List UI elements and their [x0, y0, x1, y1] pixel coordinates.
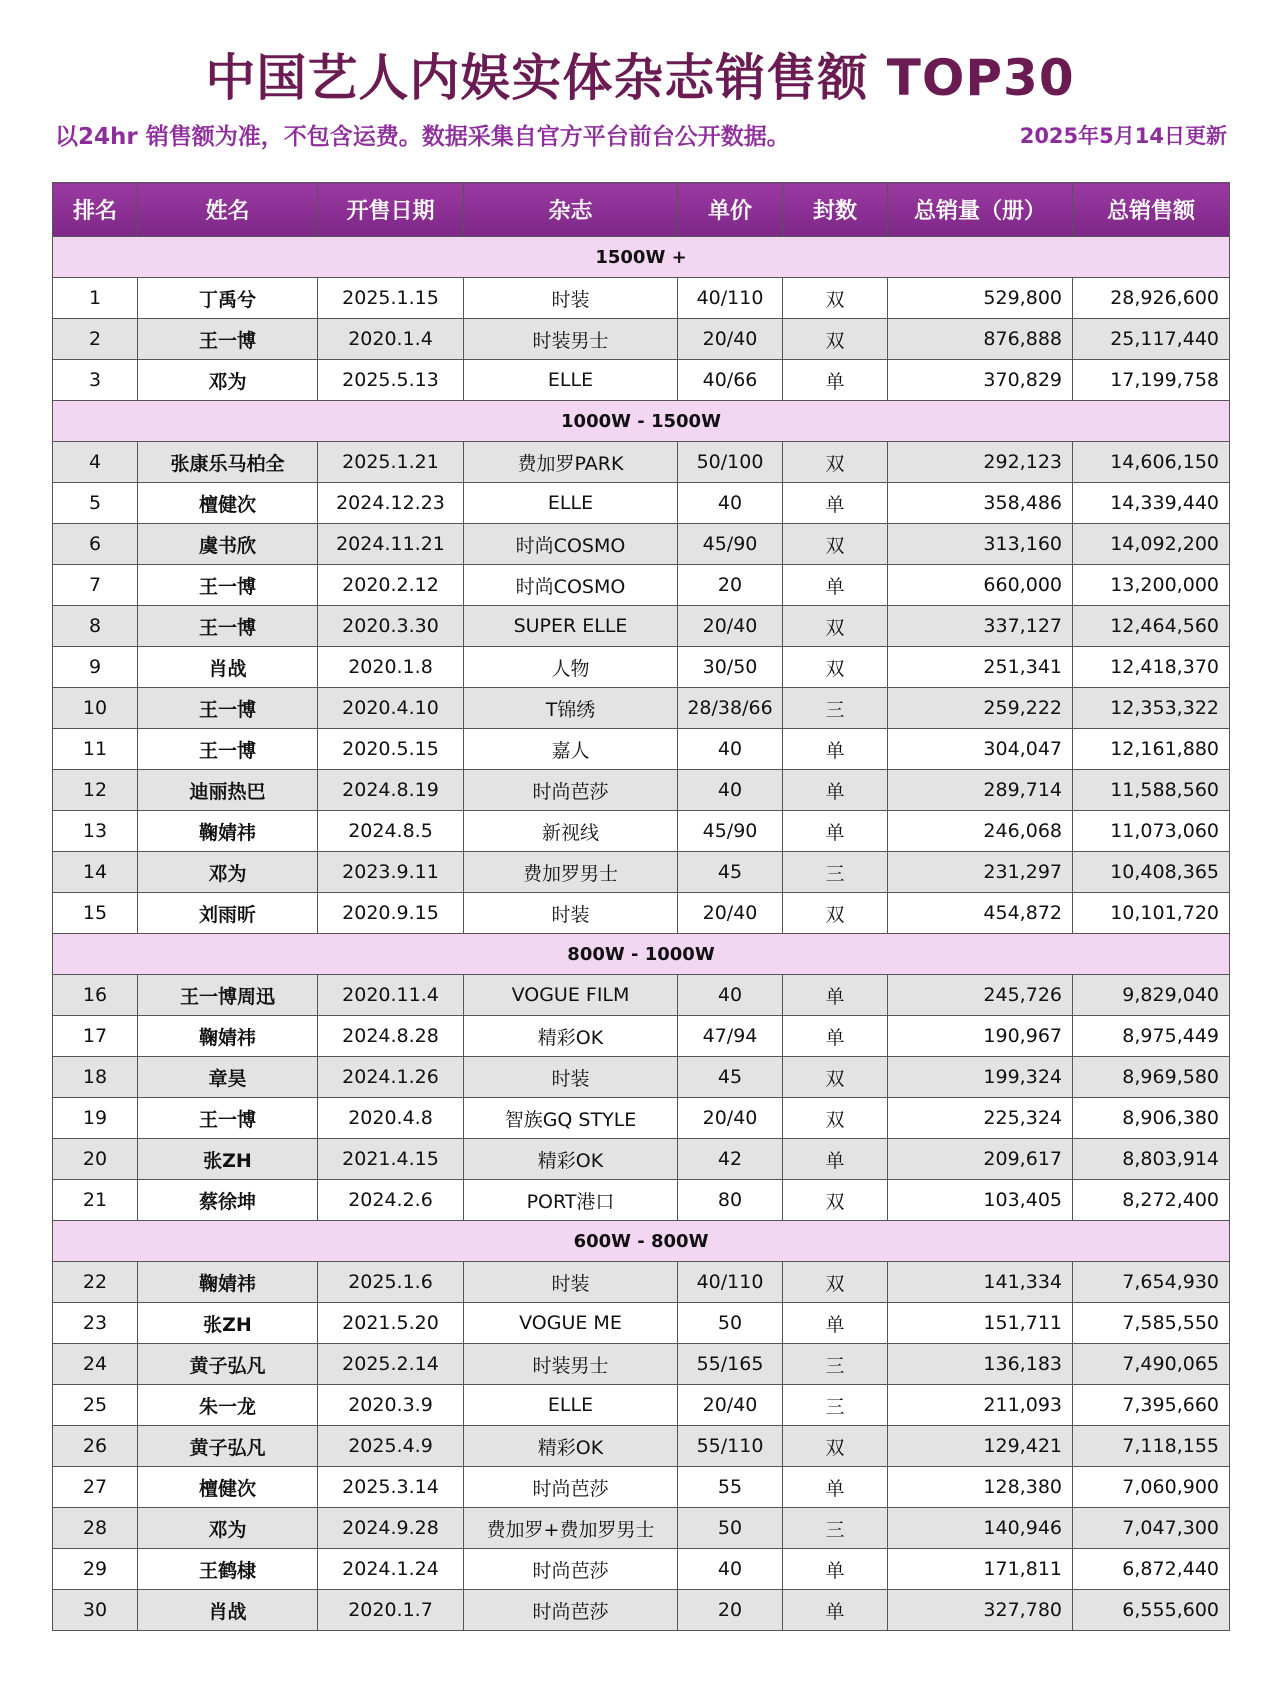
- rank-cell: 14: [53, 852, 138, 893]
- rank-cell: 11: [53, 729, 138, 770]
- revenue-cell: 7,490,065: [1073, 1344, 1230, 1385]
- table-row: [53, 360, 1230, 401]
- table-row: [53, 483, 1230, 524]
- date-cell: 2025.4.9: [318, 1426, 464, 1467]
- rank-cell: 29: [53, 1549, 138, 1590]
- price-cell: 40/66: [678, 360, 783, 401]
- price-cell: 40: [678, 729, 783, 770]
- price-cell: 50: [678, 1303, 783, 1344]
- volume-cell: 128,380: [888, 1467, 1073, 1508]
- date-cell: 2025.2.14: [318, 1344, 464, 1385]
- covers-cell: 单: [783, 1016, 888, 1057]
- volume-cell: 292,123: [888, 442, 1073, 483]
- col-date: 开售日期: [318, 183, 464, 237]
- name-cell: 迪丽热巴: [138, 770, 318, 811]
- revenue-cell: 12,464,560: [1073, 606, 1230, 647]
- page-title: 中国艺人内娱实体杂志销售额 TOP30: [205, 49, 1075, 107]
- magazine-cell: 时尚芭莎: [464, 1549, 678, 1590]
- name-cell: 邓为: [138, 1508, 318, 1549]
- revenue-cell: 12,161,880: [1073, 729, 1230, 770]
- volume-cell: 140,946: [888, 1508, 1073, 1549]
- group-header-row: [53, 1221, 1230, 1262]
- price-cell: 55: [678, 1467, 783, 1508]
- table-row: [53, 1016, 1230, 1057]
- price-cell: 40: [678, 770, 783, 811]
- table-row: [53, 524, 1230, 565]
- revenue-cell: 7,585,550: [1073, 1303, 1230, 1344]
- covers-cell: 三: [783, 1385, 888, 1426]
- magazine-cell: ELLE: [464, 483, 678, 524]
- col-volume: 总销量（册）: [888, 183, 1073, 237]
- table-row: [53, 1262, 1230, 1303]
- volume-cell: 251,341: [888, 647, 1073, 688]
- price-cell: 40/110: [678, 1262, 783, 1303]
- rank-cell: 8: [53, 606, 138, 647]
- date-cell: 2020.3.30: [318, 606, 464, 647]
- price-cell: 45/90: [678, 811, 783, 852]
- magazine-cell: 精彩OK: [464, 1139, 678, 1180]
- covers-cell: 单: [783, 360, 888, 401]
- table-row: [53, 1385, 1230, 1426]
- group-label: 600W - 800W: [53, 1221, 1230, 1262]
- revenue-cell: 14,339,440: [1073, 483, 1230, 524]
- volume-cell: 190,967: [888, 1016, 1073, 1057]
- date-cell: 2024.1.24: [318, 1549, 464, 1590]
- magazine-cell: 费加罗PARK: [464, 442, 678, 483]
- table-body: [53, 237, 1230, 1631]
- volume-cell: 246,068: [888, 811, 1073, 852]
- table-row: [53, 1303, 1230, 1344]
- magazine-cell: 时尚COSMO: [464, 524, 678, 565]
- magazine-cell: 时装: [464, 278, 678, 319]
- magazine-cell: PORT港口: [464, 1180, 678, 1221]
- date-cell: 2025.1.21: [318, 442, 464, 483]
- revenue-cell: 8,906,380: [1073, 1098, 1230, 1139]
- table-row: [53, 1549, 1230, 1590]
- price-cell: 20/40: [678, 1385, 783, 1426]
- table-row: [53, 647, 1230, 688]
- revenue-cell: 13,200,000: [1073, 565, 1230, 606]
- update-date: 2025年5月14日更新: [1019, 124, 1227, 148]
- magazine-cell: ELLE: [464, 1385, 678, 1426]
- covers-cell: 单: [783, 811, 888, 852]
- table-row: [53, 1098, 1230, 1139]
- volume-cell: 327,780: [888, 1590, 1073, 1631]
- volume-cell: 876,888: [888, 319, 1073, 360]
- name-cell: 章昊: [138, 1057, 318, 1098]
- volume-cell: 209,617: [888, 1139, 1073, 1180]
- name-cell: 王一博: [138, 1098, 318, 1139]
- covers-cell: 双: [783, 893, 888, 934]
- rank-cell: 27: [53, 1467, 138, 1508]
- table-row: [53, 770, 1230, 811]
- rank-cell: 4: [53, 442, 138, 483]
- revenue-cell: 8,969,580: [1073, 1057, 1230, 1098]
- covers-cell: 双: [783, 442, 888, 483]
- magazine-cell: VOGUE FILM: [464, 975, 678, 1016]
- magazine-cell: 费加罗+费加罗男士: [464, 1508, 678, 1549]
- price-cell: 50: [678, 1508, 783, 1549]
- table-row: [53, 606, 1230, 647]
- date-cell: 2024.8.5: [318, 811, 464, 852]
- volume-cell: 136,183: [888, 1344, 1073, 1385]
- magazine-cell: 时装: [464, 1057, 678, 1098]
- covers-cell: 单: [783, 729, 888, 770]
- col-name: 姓名: [138, 183, 318, 237]
- name-cell: 王一博: [138, 606, 318, 647]
- revenue-cell: 7,395,660: [1073, 1385, 1230, 1426]
- price-cell: 45: [678, 1057, 783, 1098]
- covers-cell: 双: [783, 606, 888, 647]
- covers-cell: 单: [783, 1590, 888, 1631]
- magazine-cell: SUPER ELLE: [464, 606, 678, 647]
- magazine-cell: 时装: [464, 893, 678, 934]
- rank-cell: 22: [53, 1262, 138, 1303]
- date-cell: 2025.5.13: [318, 360, 464, 401]
- table-row: [53, 1467, 1230, 1508]
- name-cell: 王鹤棣: [138, 1549, 318, 1590]
- name-cell: 王一博: [138, 319, 318, 360]
- rank-cell: 15: [53, 893, 138, 934]
- price-cell: 28/38/66: [678, 688, 783, 729]
- volume-cell: 211,093: [888, 1385, 1073, 1426]
- magazine-cell: 嘉人: [464, 729, 678, 770]
- price-cell: 20: [678, 1590, 783, 1631]
- revenue-cell: 8,975,449: [1073, 1016, 1230, 1057]
- name-cell: 虞书欣: [138, 524, 318, 565]
- name-cell: 王一博: [138, 729, 318, 770]
- revenue-cell: 6,555,600: [1073, 1590, 1230, 1631]
- table-row: [53, 1426, 1230, 1467]
- volume-cell: 225,324: [888, 1098, 1073, 1139]
- revenue-cell: 8,272,400: [1073, 1180, 1230, 1221]
- date-cell: 2024.9.28: [318, 1508, 464, 1549]
- rank-cell: 2: [53, 319, 138, 360]
- covers-cell: 单: [783, 565, 888, 606]
- name-cell: 王一博周迅: [138, 975, 318, 1016]
- rank-cell: 25: [53, 1385, 138, 1426]
- covers-cell: 三: [783, 1508, 888, 1549]
- price-cell: 40/110: [678, 278, 783, 319]
- price-cell: 40: [678, 483, 783, 524]
- table-row: [53, 1590, 1230, 1631]
- name-cell: 黄子弘凡: [138, 1426, 318, 1467]
- name-cell: 檀健次: [138, 1467, 318, 1508]
- name-cell: 张ZH: [138, 1139, 318, 1180]
- table-row: [53, 1057, 1230, 1098]
- table-row: [53, 975, 1230, 1016]
- revenue-cell: 6,872,440: [1073, 1549, 1230, 1590]
- date-cell: 2020.1.7: [318, 1590, 464, 1631]
- rank-cell: 12: [53, 770, 138, 811]
- table-row: [53, 852, 1230, 893]
- rank-cell: 7: [53, 565, 138, 606]
- magazine-cell: 时尚芭莎: [464, 770, 678, 811]
- covers-cell: 双: [783, 278, 888, 319]
- rank-cell: 6: [53, 524, 138, 565]
- revenue-cell: 14,092,200: [1073, 524, 1230, 565]
- volume-cell: 313,160: [888, 524, 1073, 565]
- magazine-cell: 时装男士: [464, 1344, 678, 1385]
- table-row: [53, 1139, 1230, 1180]
- magazine-cell: VOGUE ME: [464, 1303, 678, 1344]
- price-cell: 20/40: [678, 1098, 783, 1139]
- revenue-cell: 28,926,600: [1073, 278, 1230, 319]
- covers-cell: 三: [783, 852, 888, 893]
- rank-cell: 10: [53, 688, 138, 729]
- date-cell: 2020.9.15: [318, 893, 464, 934]
- magazine-cell: T锦绣: [464, 688, 678, 729]
- covers-cell: 双: [783, 524, 888, 565]
- price-cell: 47/94: [678, 1016, 783, 1057]
- volume-cell: 529,800: [888, 278, 1073, 319]
- covers-cell: 三: [783, 1344, 888, 1385]
- magazine-cell: 人物: [464, 647, 678, 688]
- magazine-cell: 精彩OK: [464, 1016, 678, 1057]
- volume-cell: 660,000: [888, 565, 1073, 606]
- date-cell: 2020.3.9: [318, 1385, 464, 1426]
- price-cell: 20/40: [678, 893, 783, 934]
- price-cell: 55/110: [678, 1426, 783, 1467]
- volume-cell: 231,297: [888, 852, 1073, 893]
- volume-cell: 199,324: [888, 1057, 1073, 1098]
- name-cell: 黄子弘凡: [138, 1344, 318, 1385]
- covers-cell: 单: [783, 975, 888, 1016]
- covers-cell: 双: [783, 1180, 888, 1221]
- covers-cell: 单: [783, 1467, 888, 1508]
- group-header-row: [53, 237, 1230, 278]
- rank-cell: 30: [53, 1590, 138, 1631]
- volume-cell: 259,222: [888, 688, 1073, 729]
- magazine-cell: 时尚芭莎: [464, 1467, 678, 1508]
- date-cell: 2020.4.8: [318, 1098, 464, 1139]
- volume-cell: 337,127: [888, 606, 1073, 647]
- date-cell: 2024.2.6: [318, 1180, 464, 1221]
- magazine-cell: 精彩OK: [464, 1426, 678, 1467]
- magazine-cell: 智族GQ STYLE: [464, 1098, 678, 1139]
- rank-cell: 23: [53, 1303, 138, 1344]
- rank-cell: 28: [53, 1508, 138, 1549]
- price-cell: 20/40: [678, 319, 783, 360]
- rank-cell: 3: [53, 360, 138, 401]
- covers-cell: 双: [783, 1057, 888, 1098]
- revenue-cell: 10,101,720: [1073, 893, 1230, 934]
- price-cell: 42: [678, 1139, 783, 1180]
- name-cell: 蔡徐坤: [138, 1180, 318, 1221]
- revenue-cell: 7,047,300: [1073, 1508, 1230, 1549]
- magazine-cell: 时尚芭莎: [464, 1590, 678, 1631]
- covers-cell: 双: [783, 319, 888, 360]
- volume-cell: 289,714: [888, 770, 1073, 811]
- table-row: [53, 1344, 1230, 1385]
- volume-cell: 103,405: [888, 1180, 1073, 1221]
- price-cell: 45: [678, 852, 783, 893]
- name-cell: 张ZH: [138, 1303, 318, 1344]
- price-cell: 80: [678, 1180, 783, 1221]
- name-cell: 鞠婧祎: [138, 1262, 318, 1303]
- rank-cell: 1: [53, 278, 138, 319]
- covers-cell: 单: [783, 1139, 888, 1180]
- magazine-cell: 新视线: [464, 811, 678, 852]
- volume-cell: 370,829: [888, 360, 1073, 401]
- price-cell: 30/50: [678, 647, 783, 688]
- price-cell: 45/90: [678, 524, 783, 565]
- date-cell: 2024.11.21: [318, 524, 464, 565]
- volume-cell: 129,421: [888, 1426, 1073, 1467]
- date-cell: 2025.3.14: [318, 1467, 464, 1508]
- volume-cell: 358,486: [888, 483, 1073, 524]
- covers-cell: 双: [783, 1262, 888, 1303]
- price-cell: 20: [678, 565, 783, 606]
- table-row: [53, 278, 1230, 319]
- table-row: [53, 1180, 1230, 1221]
- table-row: [53, 442, 1230, 483]
- table-row: [53, 688, 1230, 729]
- revenue-cell: 12,418,370: [1073, 647, 1230, 688]
- name-cell: 鞠婧祎: [138, 811, 318, 852]
- price-cell: 20/40: [678, 606, 783, 647]
- name-cell: 张康乐马柏全: [138, 442, 318, 483]
- revenue-cell: 11,073,060: [1073, 811, 1230, 852]
- col-covers: 封数: [783, 183, 888, 237]
- name-cell: 丁禹兮: [138, 278, 318, 319]
- rank-cell: 13: [53, 811, 138, 852]
- date-cell: 2024.8.28: [318, 1016, 464, 1057]
- revenue-cell: 10,408,365: [1073, 852, 1230, 893]
- revenue-cell: 11,588,560: [1073, 770, 1230, 811]
- magazine-cell: 时装: [464, 1262, 678, 1303]
- name-cell: 邓为: [138, 360, 318, 401]
- date-cell: 2024.1.26: [318, 1057, 464, 1098]
- rank-cell: 24: [53, 1344, 138, 1385]
- price-cell: 50/100: [678, 442, 783, 483]
- magazine-cell: ELLE: [464, 360, 678, 401]
- covers-cell: 双: [783, 1426, 888, 1467]
- table-row: [53, 811, 1230, 852]
- name-cell: 邓为: [138, 852, 318, 893]
- revenue-cell: 17,199,758: [1073, 360, 1230, 401]
- rank-cell: 20: [53, 1139, 138, 1180]
- name-cell: 刘雨昕: [138, 893, 318, 934]
- volume-cell: 151,711: [888, 1303, 1073, 1344]
- revenue-cell: 12,353,322: [1073, 688, 1230, 729]
- date-cell: 2023.9.11: [318, 852, 464, 893]
- table-row: [53, 319, 1230, 360]
- volume-cell: 171,811: [888, 1549, 1073, 1590]
- rank-cell: 19: [53, 1098, 138, 1139]
- magazine-cell: 费加罗男士: [464, 852, 678, 893]
- covers-cell: 双: [783, 1098, 888, 1139]
- price-cell: 40: [678, 1549, 783, 1590]
- col-revenue: 总销售额: [1073, 183, 1230, 237]
- group-label: 800W - 1000W: [53, 934, 1230, 975]
- subtitle: 以24hr 销售额为准，不包含运费。数据采集自官方平台前台公开数据。: [55, 124, 790, 150]
- name-cell: 肖战: [138, 647, 318, 688]
- volume-cell: 141,334: [888, 1262, 1073, 1303]
- date-cell: 2020.2.12: [318, 565, 464, 606]
- date-cell: 2021.5.20: [318, 1303, 464, 1344]
- name-cell: 肖战: [138, 1590, 318, 1631]
- col-rank: 排名: [53, 183, 138, 237]
- date-cell: 2020.5.15: [318, 729, 464, 770]
- revenue-cell: 25,117,440: [1073, 319, 1230, 360]
- rank-cell: 16: [53, 975, 138, 1016]
- date-cell: 2025.1.15: [318, 278, 464, 319]
- price-cell: 40: [678, 975, 783, 1016]
- date-cell: 2025.1.6: [318, 1262, 464, 1303]
- table-row: [53, 729, 1230, 770]
- revenue-cell: 8,803,914: [1073, 1139, 1230, 1180]
- date-cell: 2020.1.8: [318, 647, 464, 688]
- rank-cell: 26: [53, 1426, 138, 1467]
- covers-cell: 三: [783, 688, 888, 729]
- volume-cell: 454,872: [888, 893, 1073, 934]
- date-cell: 2020.1.4: [318, 319, 464, 360]
- rank-cell: 21: [53, 1180, 138, 1221]
- name-cell: 王一博: [138, 565, 318, 606]
- group-header-row: [53, 401, 1230, 442]
- group-label: 1500W +: [53, 237, 1230, 278]
- ranking-table: [52, 182, 1230, 1631]
- date-cell: 2021.4.15: [318, 1139, 464, 1180]
- col-price: 单价: [678, 183, 783, 237]
- revenue-cell: 7,654,930: [1073, 1262, 1230, 1303]
- covers-cell: 单: [783, 483, 888, 524]
- covers-cell: 单: [783, 770, 888, 811]
- col-magazine: 杂志: [464, 183, 678, 237]
- rank-cell: 17: [53, 1016, 138, 1057]
- magazine-cell: 时尚COSMO: [464, 565, 678, 606]
- revenue-cell: 9,829,040: [1073, 975, 1230, 1016]
- name-cell: 鞠婧祎: [138, 1016, 318, 1057]
- rank-cell: 18: [53, 1057, 138, 1098]
- rank-cell: 5: [53, 483, 138, 524]
- table-row: [53, 893, 1230, 934]
- group-label: 1000W - 1500W: [53, 401, 1230, 442]
- rank-cell: 9: [53, 647, 138, 688]
- price-cell: 55/165: [678, 1344, 783, 1385]
- volume-cell: 245,726: [888, 975, 1073, 1016]
- date-cell: 2020.4.10: [318, 688, 464, 729]
- group-header-row: [53, 934, 1230, 975]
- name-cell: 王一博: [138, 688, 318, 729]
- revenue-cell: 14,606,150: [1073, 442, 1230, 483]
- covers-cell: 单: [783, 1303, 888, 1344]
- covers-cell: 双: [783, 647, 888, 688]
- table-row: [53, 565, 1230, 606]
- date-cell: 2024.8.19: [318, 770, 464, 811]
- table-row: [53, 1508, 1230, 1549]
- date-cell: 2020.11.4: [318, 975, 464, 1016]
- header-row: [53, 183, 1230, 237]
- revenue-cell: 7,118,155: [1073, 1426, 1230, 1467]
- name-cell: 檀健次: [138, 483, 318, 524]
- volume-cell: 304,047: [888, 729, 1073, 770]
- name-cell: 朱一龙: [138, 1385, 318, 1426]
- magazine-cell: 时装男士: [464, 319, 678, 360]
- covers-cell: 单: [783, 1549, 888, 1590]
- date-cell: 2024.12.23: [318, 483, 464, 524]
- revenue-cell: 7,060,900: [1073, 1467, 1230, 1508]
